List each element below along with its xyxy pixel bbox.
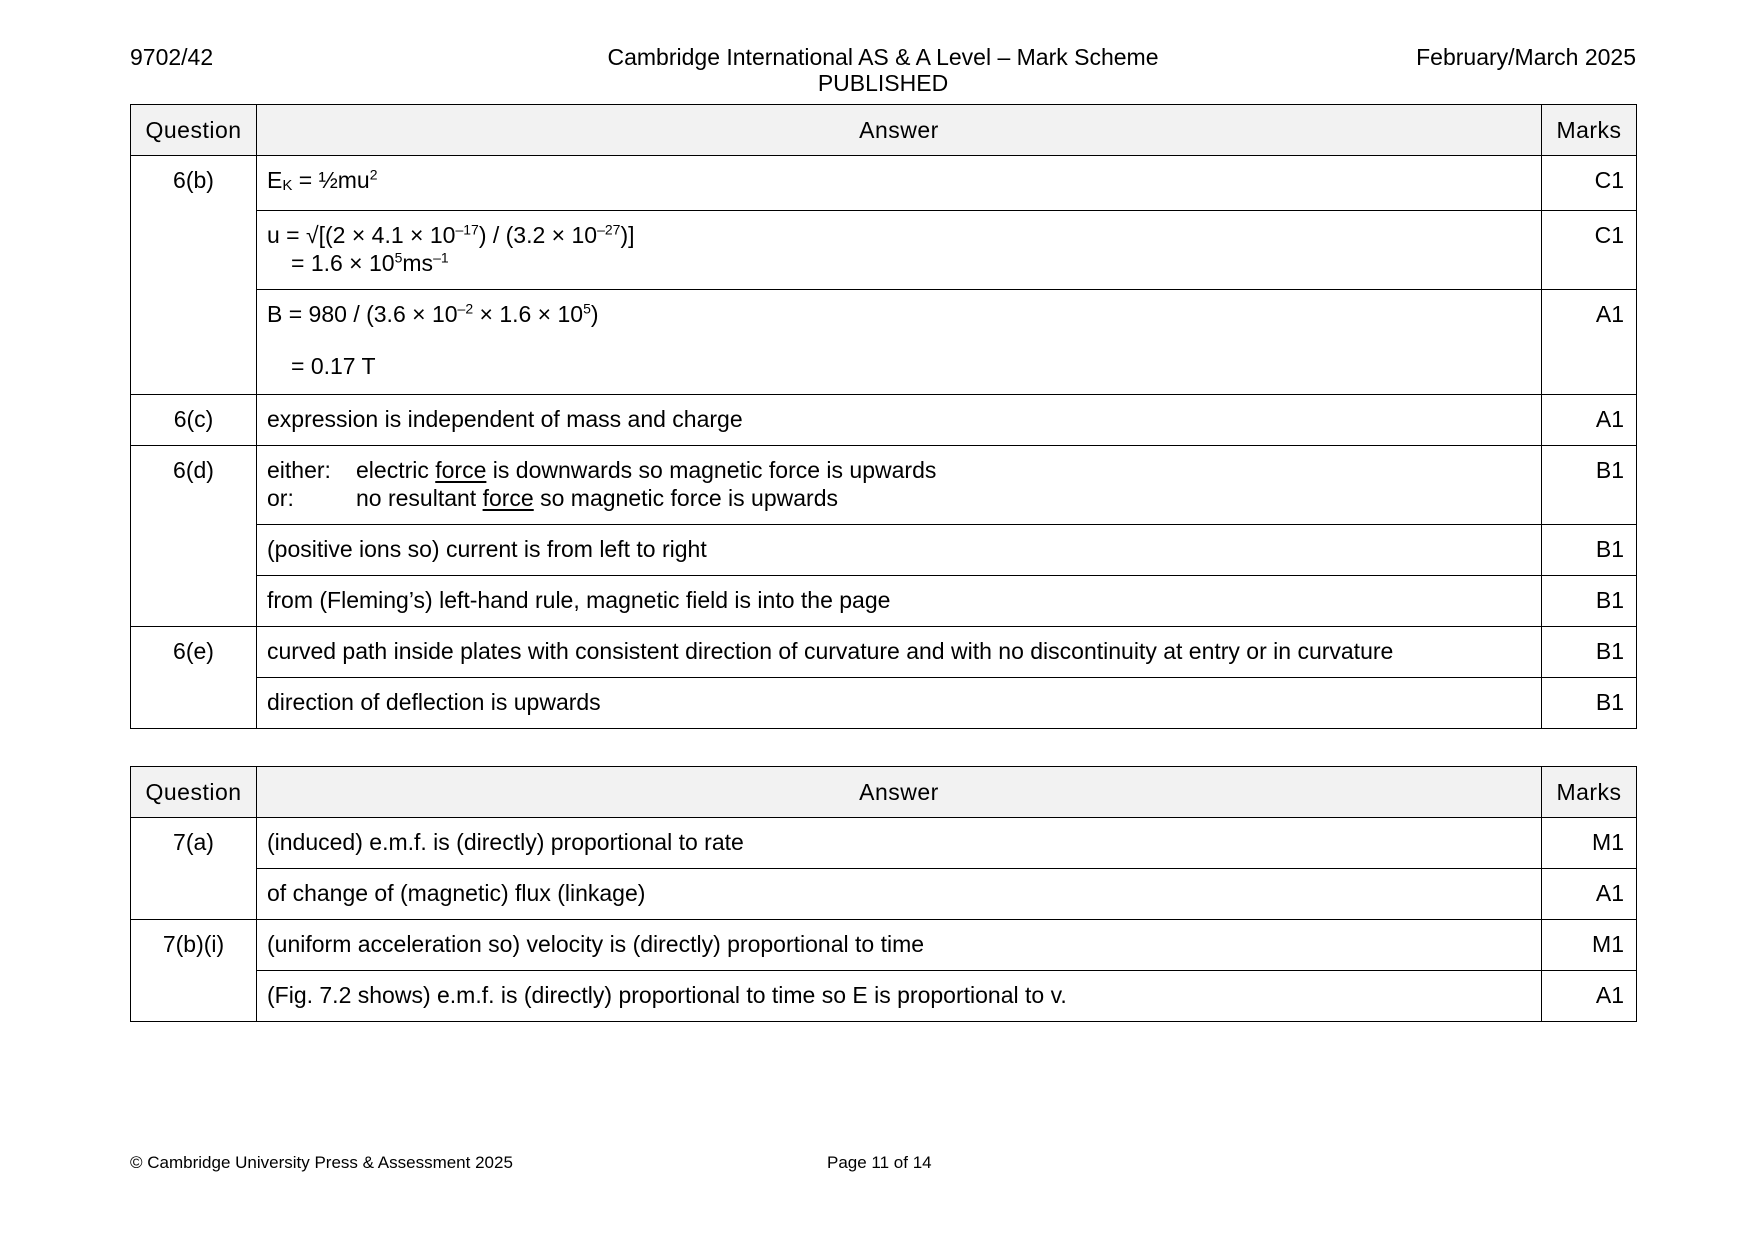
- question-label-6d: 6(d): [131, 446, 257, 627]
- question-label-6b: 6(b): [131, 156, 257, 395]
- answer-column-header: Answer: [257, 767, 1542, 818]
- mark-cell: A1: [1542, 395, 1637, 446]
- marks-column-header: Marks: [1542, 767, 1637, 818]
- answer-cell: [257, 290, 1542, 395]
- mark-cell: A1: [1542, 290, 1637, 395]
- mark-scheme-table-q7: [130, 766, 1637, 1022]
- paper-code: 9702/42: [130, 44, 214, 70]
- table-header-row: [131, 105, 1637, 156]
- answer-line: = $1.6 \times 10^5ms^{-1}$: [291, 249, 449, 276]
- question-label-6c: 6(c): [131, 395, 257, 446]
- answer-line: $u = √[(2 \times 4.1 \times 10^{-17}) / (3.2 \times 10^{-27})]$: [267, 221, 635, 248]
- question-label-6e: 6(e): [131, 627, 257, 729]
- table-row: [131, 818, 1637, 869]
- table-row: [131, 869, 1637, 920]
- table-row: [131, 525, 1637, 576]
- answer-cell: from (Fleming’s) left-hand rule, magnetic field is into the page: [257, 576, 1542, 627]
- table-row: [131, 678, 1637, 729]
- table-row: [131, 627, 1637, 678]
- mark-cell: B1: [1542, 525, 1637, 576]
- answer-column-header: Answer: [257, 105, 1542, 156]
- mark-cell: A1: [1542, 869, 1637, 920]
- mark-cell: C1: [1542, 211, 1637, 290]
- answer-line: $B = 980 / (3.6 \times 10^{-2} \times 1.6 \times 10^5)$: [267, 300, 599, 327]
- answer-cell: (induced) e.m.f. is (directly) proportional to rate: [257, 818, 1542, 869]
- answer-cell: [257, 211, 1542, 290]
- published-label: PUBLISHED: [817, 70, 949, 96]
- answer-cell: (positive ions so) current is from left to right: [257, 525, 1542, 576]
- table-row: [131, 971, 1637, 1022]
- answer-cell: EK = $\frac{1}{2}mu^2$: [257, 156, 1542, 211]
- answer-line: or: no resultant force so magnetic force is upwards: [267, 485, 838, 511]
- mark-cell: C1: [1542, 156, 1637, 211]
- table-row: [131, 290, 1637, 395]
- table-row: [131, 446, 1637, 525]
- exam-session: February/March 2025: [1416, 44, 1636, 70]
- table-header-row: [131, 767, 1637, 818]
- table-row: [131, 156, 1637, 211]
- mark-cell: B1: [1542, 678, 1637, 729]
- answer-cell: direction of deflection is upwards: [257, 678, 1542, 729]
- mark-scheme-table-q6: [130, 104, 1637, 729]
- document-title-text: Cambridge International AS & A Level – Mark Scheme: [607, 44, 1159, 70]
- table-row: [131, 395, 1637, 446]
- copyright-notice: © Cambridge University Press & Assessment 2025: [130, 1153, 513, 1172]
- answer-cell: of change of (magnetic) flux (linkage): [257, 869, 1542, 920]
- question-label-7bi: 7(b)(i): [131, 920, 257, 1022]
- answer-cell: curved path inside plates with consistent direction of curvature and with no discontinuity at entry or in curvature: [257, 627, 1542, 678]
- mark-cell: M1: [1542, 920, 1637, 971]
- answer-cell: expression is independent of mass and charge: [257, 395, 1542, 446]
- mark-cell: A1: [1542, 971, 1637, 1022]
- table-row: [131, 920, 1637, 971]
- table-row: [131, 576, 1637, 627]
- table-row: [131, 211, 1637, 290]
- marks-column-header: Marks: [1542, 105, 1637, 156]
- mark-cell: B1: [1542, 446, 1637, 525]
- answer-cell: (Fig. 7.2 shows) e.m.f. is (directly) proportional to time so E is proportional to v.: [257, 971, 1542, 1022]
- page-number: Page 11 of 14: [827, 1153, 932, 1172]
- question-label-7a: 7(a): [131, 818, 257, 920]
- answer-line: = 0.17 T: [291, 353, 376, 379]
- mark-cell: B1: [1542, 627, 1637, 678]
- answer-cell: [257, 446, 1542, 525]
- mark-cell: B1: [1542, 576, 1637, 627]
- question-column-header: Question: [131, 105, 257, 156]
- mark-cell: M1: [1542, 818, 1637, 869]
- answer-line: either: electric force is downwards so magnetic force is upwards: [267, 457, 937, 483]
- question-column-header: Question: [131, 767, 257, 818]
- answer-cell: (uniform acceleration so) velocity is (directly) proportional to time: [257, 920, 1542, 971]
